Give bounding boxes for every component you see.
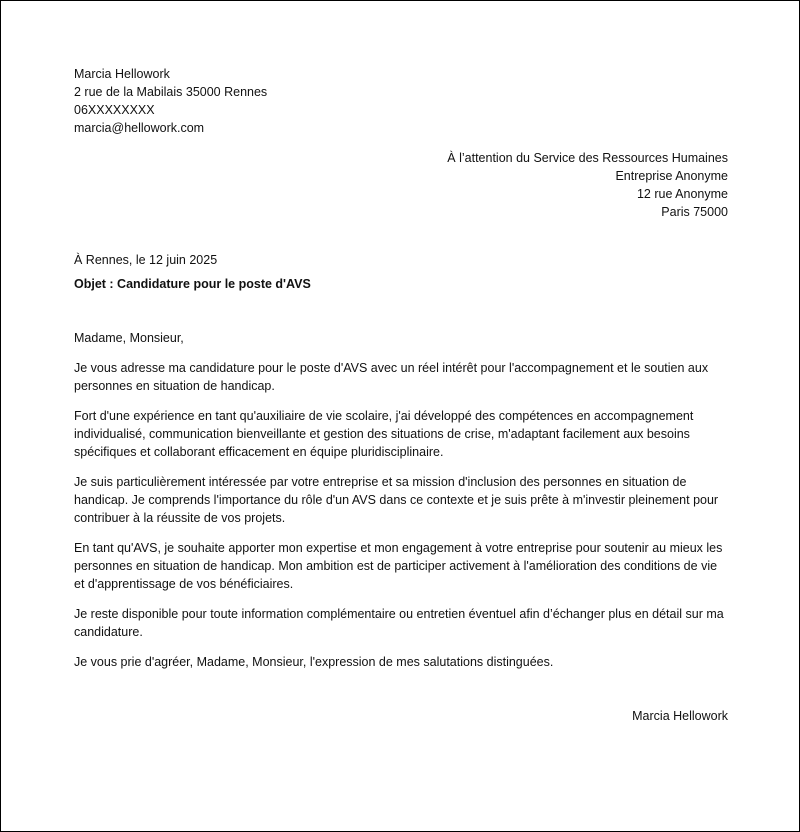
signature: Marcia Hellowork: [632, 709, 728, 723]
sender-phone: 06XXXXXXXX: [74, 103, 155, 117]
sender-address: 2 rue de la Mabilais 35000 Rennes: [74, 85, 268, 99]
sender-email: marcia@hellowork.com: [74, 121, 205, 135]
salutation: Madame, Monsieur,: [74, 331, 184, 345]
recipient-block: [74, 149, 728, 221]
sender-block: [74, 65, 728, 137]
recipient-company: Entreprise Anonyme: [615, 169, 728, 183]
recipient-attention: À l’attention du Service des Ressources Humaines: [447, 151, 728, 165]
body-paragraph-3: Je suis particulièrement intéressée par votre entreprise et sa mission d'inclusion des personnes en situation de handicap. Je comprends l'importance du rôle d'un AVS dans ce contexte et je suis prête à m'investir pleinement pour contribuer à la réussite de vos projets.: [74, 475, 719, 525]
recipient-street: 12 rue Anonyme: [636, 187, 728, 201]
subject-line: Objet : Candidature pour le poste d'AVS: [74, 277, 311, 291]
body-paragraph-2: Fort d'une expérience en tant qu'auxiliaire de vie scolaire, j'ai développé des compétences en accompagnement individualisé, communication bienveillante et gestion des situations de crise, m'adaptant facilement aux besoins spécifiques et collaborant efficacement en équipe pluridisciplinaire.: [74, 409, 694, 459]
recipient-city: Paris 75000: [661, 205, 728, 219]
body-paragraph-1: Je vous adresse ma candidature pour le poste d'AVS avec un réel intérêt pour l'accompagnement et le soutien aux personnes en situation de handicap.: [74, 361, 709, 393]
closing-formula: Je vous prie d'agréer, Madame, Monsieur, l'expression de mes salutations distinguées.: [74, 655, 554, 669]
date-line: À Rennes, le 12 juin 2025: [74, 253, 218, 267]
body-paragraph-5: Je reste disponible pour toute information complémentaire ou entretien éventuel afin d’échanger plus en détail sur ma candidature.: [74, 607, 724, 639]
body-paragraph-4: En tant qu'AVS, je souhaite apporter mon expertise et mon engagement à votre entreprise pour soutenir au mieux les personnes en situation de handicap. Mon ambition est de participer activement à l'amélioration des conditions de vie et d'apprentissage de vos bénéficiaires.: [74, 541, 723, 591]
cover-letter: [74, 65, 728, 725]
sender-name: Marcia Hellowork: [74, 67, 170, 81]
